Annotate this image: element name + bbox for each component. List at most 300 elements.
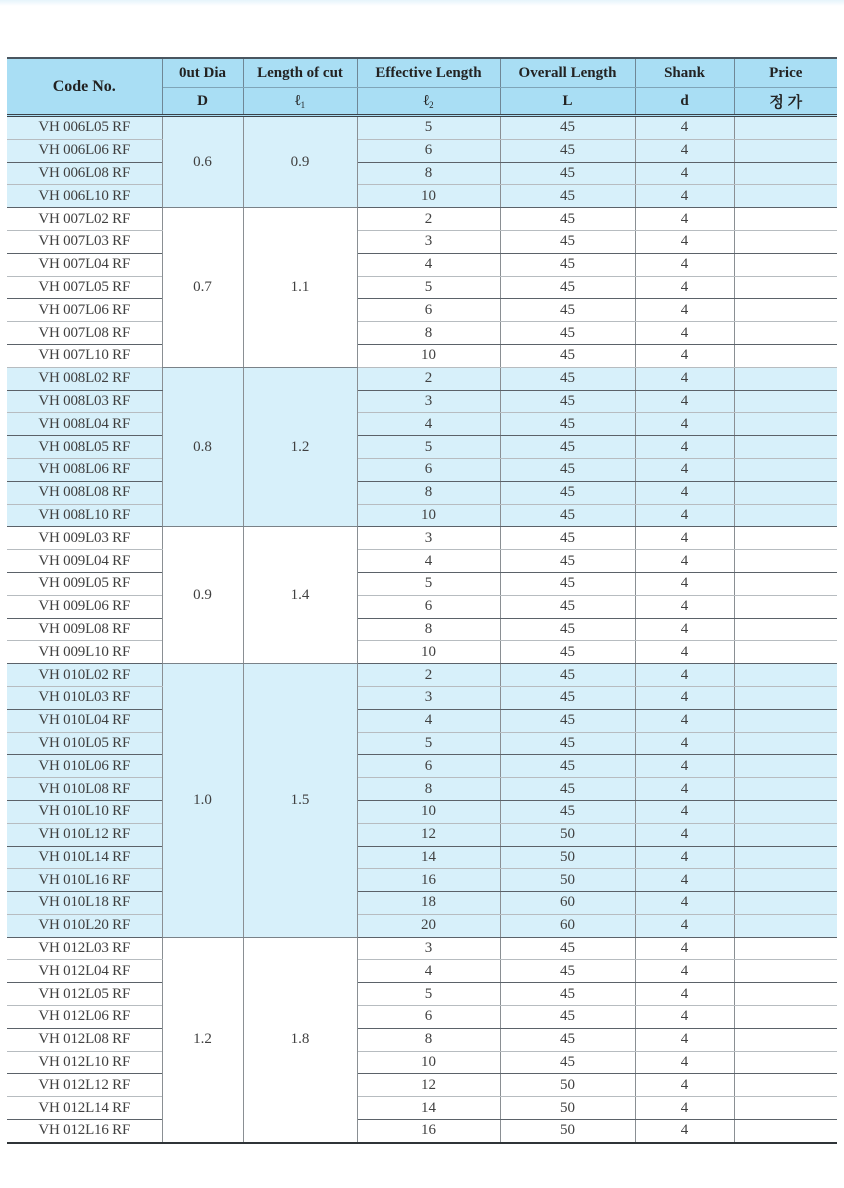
overall-length-cell: 60 bbox=[500, 892, 635, 915]
table-row bbox=[7, 527, 837, 550]
overall-length-cell: 45 bbox=[500, 960, 635, 983]
code-cell: VH 009L08 RF bbox=[7, 618, 162, 641]
overall-length-cell: 45 bbox=[500, 732, 635, 755]
effective-length-cell: 10 bbox=[357, 185, 500, 208]
shank-cell: 4 bbox=[635, 823, 734, 846]
code-cell: VH 010L08 RF bbox=[7, 778, 162, 801]
table-row bbox=[7, 595, 837, 618]
code-cell: VH 008L03 RF bbox=[7, 390, 162, 413]
length-of-cut-cell: 1.8 bbox=[243, 937, 357, 1143]
overall-length-cell: 50 bbox=[500, 869, 635, 892]
price-cell bbox=[734, 1120, 837, 1143]
table-row bbox=[7, 800, 837, 823]
shank-cell: 4 bbox=[635, 732, 734, 755]
code-cell: VH 009L06 RF bbox=[7, 595, 162, 618]
overall-length-cell: 45 bbox=[500, 162, 635, 185]
effective-length-cell: 3 bbox=[357, 230, 500, 253]
table-row bbox=[7, 960, 837, 983]
effective-length-cell: 10 bbox=[357, 1051, 500, 1074]
shank-cell: 4 bbox=[635, 230, 734, 253]
effective-length-cell: 8 bbox=[357, 322, 500, 345]
overall-length-cell: 45 bbox=[500, 276, 635, 299]
table-row bbox=[7, 162, 837, 185]
shank-cell: 4 bbox=[635, 527, 734, 550]
price-cell bbox=[734, 732, 837, 755]
price-cell bbox=[734, 914, 837, 937]
code-cell: VH 006L10 RF bbox=[7, 185, 162, 208]
symbol-shank: d bbox=[635, 88, 734, 116]
effective-length-cell: 6 bbox=[357, 755, 500, 778]
price-cell bbox=[734, 481, 837, 504]
code-cell: VH 012L14 RF bbox=[7, 1097, 162, 1120]
code-cell: VH 009L05 RF bbox=[7, 572, 162, 595]
table-row bbox=[7, 299, 837, 322]
effective-length-cell: 10 bbox=[357, 800, 500, 823]
out-dia-cell: 0.6 bbox=[162, 116, 243, 208]
effective-length-cell: 12 bbox=[357, 823, 500, 846]
price-cell bbox=[734, 869, 837, 892]
code-cell: VH 007L06 RF bbox=[7, 299, 162, 322]
price-cell bbox=[734, 1028, 837, 1051]
code-cell: VH 012L10 RF bbox=[7, 1051, 162, 1074]
price-cell bbox=[734, 185, 837, 208]
table-row bbox=[7, 1051, 837, 1074]
table-row bbox=[7, 436, 837, 459]
shank-cell: 4 bbox=[635, 1006, 734, 1029]
table-row bbox=[7, 185, 837, 208]
overall-length-cell: 45 bbox=[500, 253, 635, 276]
effective-length-cell: 3 bbox=[357, 937, 500, 960]
effective-length-cell: 14 bbox=[357, 846, 500, 869]
code-cell: VH 010L16 RF bbox=[7, 869, 162, 892]
code-cell: VH 010L05 RF bbox=[7, 732, 162, 755]
overall-length-cell: 45 bbox=[500, 299, 635, 322]
table-row bbox=[7, 504, 837, 527]
overall-length-cell: 45 bbox=[500, 322, 635, 345]
effective-length-cell: 5 bbox=[357, 732, 500, 755]
code-cell: VH 006L08 RF bbox=[7, 162, 162, 185]
shank-cell: 4 bbox=[635, 322, 734, 345]
code-cell: VH 010L03 RF bbox=[7, 686, 162, 709]
shank-cell: 4 bbox=[635, 595, 734, 618]
symbol-ell: ℓ bbox=[423, 92, 430, 109]
overall-length-cell: 45 bbox=[500, 390, 635, 413]
table-body bbox=[7, 116, 837, 1143]
shank-cell: 4 bbox=[635, 139, 734, 162]
overall-length-cell: 45 bbox=[500, 230, 635, 253]
code-cell: VH 008L10 RF bbox=[7, 504, 162, 527]
shank-cell: 4 bbox=[635, 960, 734, 983]
table-row bbox=[7, 869, 837, 892]
table-row bbox=[7, 1074, 837, 1097]
price-cell bbox=[734, 618, 837, 641]
effective-length-cell: 4 bbox=[357, 709, 500, 732]
out-dia-cell: 0.8 bbox=[162, 367, 243, 527]
overall-length-cell: 50 bbox=[500, 1120, 635, 1143]
effective-length-cell: 4 bbox=[357, 413, 500, 436]
code-cell: VH 006L06 RF bbox=[7, 139, 162, 162]
table-row bbox=[7, 755, 837, 778]
table-row bbox=[7, 458, 837, 481]
effective-length-cell: 3 bbox=[357, 686, 500, 709]
table-row bbox=[7, 686, 837, 709]
overall-length-cell: 45 bbox=[500, 1006, 635, 1029]
price-cell bbox=[734, 595, 837, 618]
table-row bbox=[7, 139, 837, 162]
shank-cell: 4 bbox=[635, 185, 734, 208]
table-row bbox=[7, 390, 837, 413]
price-cell bbox=[734, 550, 837, 573]
shank-cell: 4 bbox=[635, 755, 734, 778]
table-row bbox=[7, 732, 837, 755]
shank-cell: 4 bbox=[635, 914, 734, 937]
effective-length-cell: 8 bbox=[357, 1028, 500, 1051]
table-header bbox=[7, 58, 837, 116]
effective-length-cell: 8 bbox=[357, 618, 500, 641]
overall-length-cell: 45 bbox=[500, 458, 635, 481]
effective-length-cell: 18 bbox=[357, 892, 500, 915]
effective-length-cell: 6 bbox=[357, 139, 500, 162]
overall-length-cell: 45 bbox=[500, 572, 635, 595]
col-header-out-dia: 0ut Dia bbox=[162, 58, 243, 88]
code-cell: VH 008L04 RF bbox=[7, 413, 162, 436]
shank-cell: 4 bbox=[635, 937, 734, 960]
overall-length-cell: 50 bbox=[500, 1074, 635, 1097]
length-of-cut-cell: 1.1 bbox=[243, 208, 357, 368]
col-header-price: Price bbox=[734, 58, 837, 88]
price-cell bbox=[734, 162, 837, 185]
symbol-price-korean: 정 가 bbox=[734, 88, 837, 116]
out-dia-cell: 0.7 bbox=[162, 208, 243, 368]
price-cell bbox=[734, 344, 837, 367]
price-cell bbox=[734, 458, 837, 481]
price-cell bbox=[734, 367, 837, 390]
effective-length-cell: 10 bbox=[357, 641, 500, 664]
overall-length-cell: 45 bbox=[500, 527, 635, 550]
code-cell: VH 006L05 RF bbox=[7, 116, 162, 140]
table-row bbox=[7, 709, 837, 732]
shank-cell: 4 bbox=[635, 892, 734, 915]
code-cell: VH 010L12 RF bbox=[7, 823, 162, 846]
code-cell: VH 010L18 RF bbox=[7, 892, 162, 915]
code-cell: VH 010L02 RF bbox=[7, 664, 162, 687]
effective-length-cell: 3 bbox=[357, 527, 500, 550]
table-row bbox=[7, 892, 837, 915]
length-of-cut-cell: 0.9 bbox=[243, 116, 357, 208]
table-row bbox=[7, 1120, 837, 1143]
table-row bbox=[7, 778, 837, 801]
effective-length-cell: 5 bbox=[357, 276, 500, 299]
price-cell bbox=[734, 800, 837, 823]
length-of-cut-cell: 1.5 bbox=[243, 664, 357, 938]
table-row bbox=[7, 230, 837, 253]
out-dia-cell: 1.0 bbox=[162, 664, 243, 938]
shank-cell: 4 bbox=[635, 641, 734, 664]
table-row bbox=[7, 344, 837, 367]
price-cell bbox=[734, 641, 837, 664]
table-row bbox=[7, 413, 837, 436]
code-cell: VH 007L10 RF bbox=[7, 344, 162, 367]
shank-cell: 4 bbox=[635, 572, 734, 595]
price-cell bbox=[734, 1097, 837, 1120]
overall-length-cell: 50 bbox=[500, 846, 635, 869]
code-cell: VH 012L16 RF bbox=[7, 1120, 162, 1143]
effective-length-cell: 10 bbox=[357, 504, 500, 527]
price-cell bbox=[734, 116, 837, 140]
effective-length-cell: 8 bbox=[357, 778, 500, 801]
price-cell bbox=[734, 846, 837, 869]
table-row bbox=[7, 572, 837, 595]
overall-length-cell: 45 bbox=[500, 937, 635, 960]
shank-cell: 4 bbox=[635, 208, 734, 231]
shank-cell: 4 bbox=[635, 800, 734, 823]
code-cell: VH 007L08 RF bbox=[7, 322, 162, 345]
table-row bbox=[7, 550, 837, 573]
code-cell: VH 008L05 RF bbox=[7, 436, 162, 459]
overall-length-cell: 45 bbox=[500, 778, 635, 801]
overall-length-cell: 45 bbox=[500, 800, 635, 823]
overall-length-cell: 45 bbox=[500, 367, 635, 390]
price-cell bbox=[734, 960, 837, 983]
price-cell bbox=[734, 823, 837, 846]
price-cell bbox=[734, 664, 837, 687]
effective-length-cell: 8 bbox=[357, 162, 500, 185]
table-row bbox=[7, 914, 837, 937]
overall-length-cell: 45 bbox=[500, 344, 635, 367]
overall-length-cell: 45 bbox=[500, 208, 635, 231]
price-cell bbox=[734, 276, 837, 299]
shank-cell: 4 bbox=[635, 162, 734, 185]
overall-length-cell: 45 bbox=[500, 618, 635, 641]
shank-cell: 4 bbox=[635, 618, 734, 641]
shank-cell: 4 bbox=[635, 344, 734, 367]
price-cell bbox=[734, 572, 837, 595]
col-header-shank: Shank bbox=[635, 58, 734, 88]
length-of-cut-cell: 1.2 bbox=[243, 367, 357, 527]
code-cell: VH 009L10 RF bbox=[7, 641, 162, 664]
price-cell bbox=[734, 778, 837, 801]
out-dia-cell: 0.9 bbox=[162, 527, 243, 664]
code-cell: VH 010L04 RF bbox=[7, 709, 162, 732]
price-cell bbox=[734, 299, 837, 322]
effective-length-cell: 6 bbox=[357, 458, 500, 481]
shank-cell: 4 bbox=[635, 664, 734, 687]
length-of-cut-cell: 1.4 bbox=[243, 527, 357, 664]
price-cell bbox=[734, 1006, 837, 1029]
overall-length-cell: 45 bbox=[500, 481, 635, 504]
col-header-length-of-cut: Length of cut bbox=[243, 58, 357, 88]
shank-cell: 4 bbox=[635, 846, 734, 869]
code-cell: VH 007L03 RF bbox=[7, 230, 162, 253]
price-cell bbox=[734, 139, 837, 162]
shank-cell: 4 bbox=[635, 481, 734, 504]
code-cell: VH 007L05 RF bbox=[7, 276, 162, 299]
effective-length-cell: 2 bbox=[357, 208, 500, 231]
overall-length-cell: 45 bbox=[500, 116, 635, 140]
code-cell: VH 012L12 RF bbox=[7, 1074, 162, 1097]
table-row bbox=[7, 641, 837, 664]
shank-cell: 4 bbox=[635, 1051, 734, 1074]
effective-length-cell: 2 bbox=[357, 664, 500, 687]
price-cell bbox=[734, 413, 837, 436]
table-row bbox=[7, 937, 837, 960]
code-cell: VH 012L08 RF bbox=[7, 1028, 162, 1051]
effective-length-cell: 16 bbox=[357, 869, 500, 892]
top-decorative-band bbox=[0, 0, 844, 6]
table-row bbox=[7, 846, 837, 869]
shank-cell: 4 bbox=[635, 1074, 734, 1097]
price-cell bbox=[734, 686, 837, 709]
out-dia-cell: 1.2 bbox=[162, 937, 243, 1143]
effective-length-cell: 4 bbox=[357, 253, 500, 276]
code-cell: VH 010L06 RF bbox=[7, 755, 162, 778]
table-row bbox=[7, 253, 837, 276]
overall-length-cell: 45 bbox=[500, 185, 635, 208]
symbol-ell: ℓ bbox=[294, 92, 301, 109]
table-row bbox=[7, 116, 837, 140]
effective-length-cell: 8 bbox=[357, 481, 500, 504]
shank-cell: 4 bbox=[635, 686, 734, 709]
table-row bbox=[7, 322, 837, 345]
overall-length-cell: 45 bbox=[500, 664, 635, 687]
shank-cell: 4 bbox=[635, 276, 734, 299]
product-spec-table bbox=[7, 57, 837, 1144]
table-row bbox=[7, 481, 837, 504]
col-header-overall-length: Overall Length bbox=[500, 58, 635, 88]
code-cell: VH 010L10 RF bbox=[7, 800, 162, 823]
symbol-subscript: 2 bbox=[429, 99, 434, 110]
code-cell: VH 012L05 RF bbox=[7, 983, 162, 1006]
overall-length-cell: 45 bbox=[500, 413, 635, 436]
price-cell bbox=[734, 892, 837, 915]
shank-cell: 4 bbox=[635, 458, 734, 481]
table-row bbox=[7, 208, 837, 231]
code-cell: VH 009L03 RF bbox=[7, 527, 162, 550]
overall-length-cell: 45 bbox=[500, 139, 635, 162]
price-cell bbox=[734, 208, 837, 231]
table-row bbox=[7, 618, 837, 641]
effective-length-cell: 6 bbox=[357, 1006, 500, 1029]
effective-length-cell: 6 bbox=[357, 595, 500, 618]
overall-length-cell: 45 bbox=[500, 1028, 635, 1051]
price-cell bbox=[734, 983, 837, 1006]
price-cell bbox=[734, 527, 837, 550]
code-cell: VH 007L02 RF bbox=[7, 208, 162, 231]
overall-length-cell: 45 bbox=[500, 1051, 635, 1074]
shank-cell: 4 bbox=[635, 1097, 734, 1120]
price-cell bbox=[734, 230, 837, 253]
shank-cell: 4 bbox=[635, 869, 734, 892]
overall-length-cell: 45 bbox=[500, 641, 635, 664]
overall-length-cell: 45 bbox=[500, 686, 635, 709]
overall-length-cell: 45 bbox=[500, 550, 635, 573]
shank-cell: 4 bbox=[635, 778, 734, 801]
code-cell: VH 008L06 RF bbox=[7, 458, 162, 481]
overall-length-cell: 45 bbox=[500, 983, 635, 1006]
price-cell bbox=[734, 1051, 837, 1074]
overall-length-cell: 45 bbox=[500, 504, 635, 527]
price-cell bbox=[734, 504, 837, 527]
overall-length-cell: 45 bbox=[500, 755, 635, 778]
code-cell: VH 012L04 RF bbox=[7, 960, 162, 983]
price-cell bbox=[734, 436, 837, 459]
table-row bbox=[7, 983, 837, 1006]
price-cell bbox=[734, 1074, 837, 1097]
code-cell: VH 012L03 RF bbox=[7, 937, 162, 960]
table-row bbox=[7, 1028, 837, 1051]
shank-cell: 4 bbox=[635, 504, 734, 527]
shank-cell: 4 bbox=[635, 253, 734, 276]
effective-length-cell: 4 bbox=[357, 550, 500, 573]
overall-length-cell: 50 bbox=[500, 1097, 635, 1120]
effective-length-cell: 4 bbox=[357, 960, 500, 983]
symbol-out-dia: D bbox=[162, 88, 243, 116]
effective-length-cell: 10 bbox=[357, 344, 500, 367]
symbol-subscript: 1 bbox=[300, 99, 306, 110]
shank-cell: 4 bbox=[635, 983, 734, 1006]
shank-cell: 4 bbox=[635, 116, 734, 140]
table-row bbox=[7, 1097, 837, 1120]
code-cell: VH 007L04 RF bbox=[7, 253, 162, 276]
price-cell bbox=[734, 390, 837, 413]
shank-cell: 4 bbox=[635, 299, 734, 322]
code-cell: VH 008L02 RF bbox=[7, 367, 162, 390]
price-cell bbox=[734, 937, 837, 960]
code-cell: VH 012L06 RF bbox=[7, 1006, 162, 1029]
effective-length-cell: 5 bbox=[357, 436, 500, 459]
shank-cell: 4 bbox=[635, 413, 734, 436]
table-row bbox=[7, 367, 837, 390]
effective-length-cell: 14 bbox=[357, 1097, 500, 1120]
table-row bbox=[7, 1006, 837, 1029]
shank-cell: 4 bbox=[635, 367, 734, 390]
table-row bbox=[7, 276, 837, 299]
effective-length-cell: 6 bbox=[357, 299, 500, 322]
effective-length-cell: 12 bbox=[357, 1074, 500, 1097]
col-header-code: Code No. bbox=[7, 58, 162, 116]
shank-cell: 4 bbox=[635, 550, 734, 573]
code-cell: VH 008L08 RF bbox=[7, 481, 162, 504]
table-row bbox=[7, 664, 837, 687]
shank-cell: 4 bbox=[635, 709, 734, 732]
overall-length-cell: 45 bbox=[500, 595, 635, 618]
shank-cell: 4 bbox=[635, 436, 734, 459]
effective-length-cell: 5 bbox=[357, 572, 500, 595]
effective-length-cell: 5 bbox=[357, 983, 500, 1006]
symbol-overall-length: L bbox=[500, 88, 635, 116]
overall-length-cell: 50 bbox=[500, 823, 635, 846]
code-cell: VH 009L04 RF bbox=[7, 550, 162, 573]
price-cell bbox=[734, 322, 837, 345]
shank-cell: 4 bbox=[635, 1028, 734, 1051]
effective-length-cell: 16 bbox=[357, 1120, 500, 1143]
effective-length-cell: 2 bbox=[357, 367, 500, 390]
symbol-length-of-cut bbox=[243, 88, 357, 116]
effective-length-cell: 5 bbox=[357, 116, 500, 140]
overall-length-cell: 45 bbox=[500, 436, 635, 459]
symbol-effective-length bbox=[357, 88, 500, 116]
price-cell bbox=[734, 253, 837, 276]
shank-cell: 4 bbox=[635, 1120, 734, 1143]
effective-length-cell: 20 bbox=[357, 914, 500, 937]
shank-cell: 4 bbox=[635, 390, 734, 413]
code-cell: VH 010L14 RF bbox=[7, 846, 162, 869]
header-row-labels bbox=[7, 58, 837, 88]
price-cell bbox=[734, 755, 837, 778]
overall-length-cell: 60 bbox=[500, 914, 635, 937]
table-row bbox=[7, 823, 837, 846]
overall-length-cell: 45 bbox=[500, 709, 635, 732]
